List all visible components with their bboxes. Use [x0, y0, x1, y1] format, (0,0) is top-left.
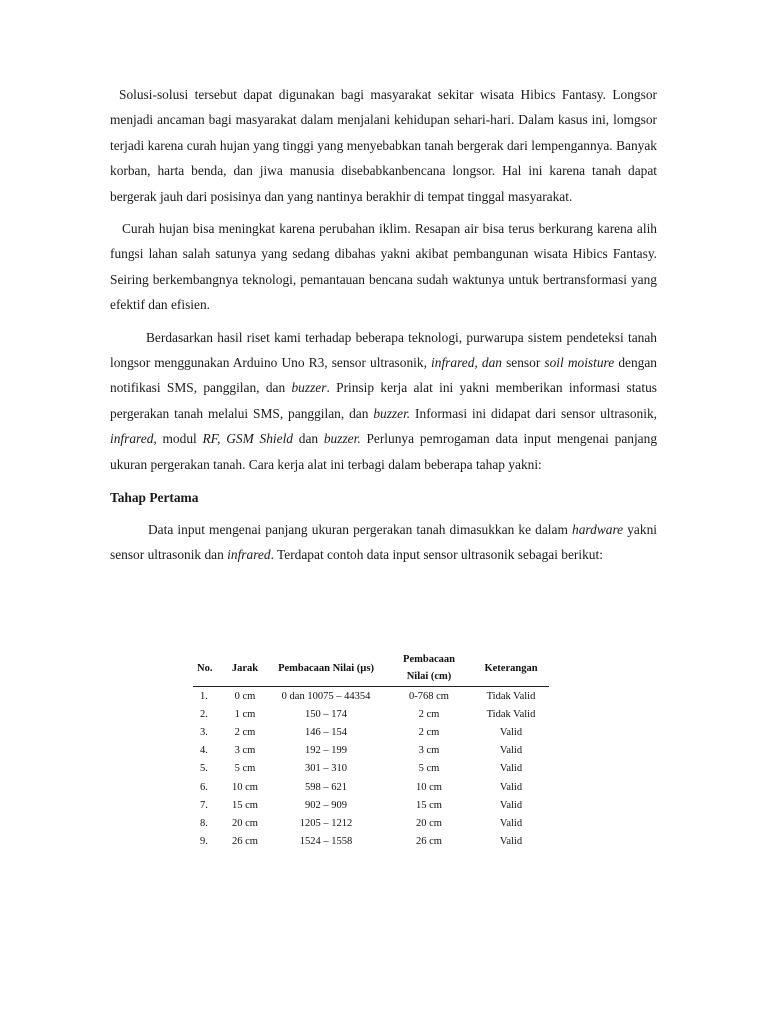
cell-jarak: 3 cm	[234, 745, 256, 757]
cell-no: 2.	[200, 708, 208, 720]
cell-keterangan: Valid	[499, 726, 523, 738]
paragraph-curah-hujan: Curah hujan bisa meningkat karena perubahan iklim. Resapan air bisa terus berkurang karena alih fungsi lahan salah satunya yang sedang dibahas yakni akibat pembangunan wisata Hibics Fantasy. Seiring berkembangnya teknologi, pemantauan bencana sudah waktunya untuk bertransformasi yang efektif dan efisien.	[110, 221, 657, 313]
sensor-data-table	[193, 650, 549, 851]
cell-keterangan: Tidak Valid	[486, 690, 536, 702]
cell-pembacaan-us: 192 – 199	[305, 745, 347, 757]
cell-jarak: 5 cm	[234, 763, 256, 775]
cell-pembacaan-cm: 15 cm	[416, 799, 442, 811]
cell-pembacaan-us: 150 – 174	[305, 708, 347, 720]
cell-jarak: 15 cm	[232, 799, 258, 811]
cell-keterangan: Valid	[499, 763, 523, 775]
cell-no: 1.	[200, 690, 208, 702]
table-row	[193, 814, 549, 832]
italic-run: infrared, dan	[431, 355, 502, 371]
italic-run: infrared	[227, 546, 271, 562]
cell-pembacaan-us: 1524 – 1558	[299, 836, 353, 848]
cell-keterangan: Tidak Valid	[486, 708, 536, 720]
text-run: Informasi ini didapat dari sensor ultrasonik,	[410, 405, 657, 421]
header-no: No.	[193, 650, 223, 687]
section-heading: Tahap Pertama	[110, 490, 199, 506]
text-run: modul	[156, 431, 203, 447]
italic-run: soil moisture	[544, 355, 615, 371]
cell-pembacaan-cm: 20 cm	[416, 817, 442, 829]
italic-run: infrared,	[110, 431, 157, 447]
cell-pembacaan-cm: 5 cm	[418, 763, 440, 775]
cell-pembacaan-us: 598 – 621	[305, 781, 347, 793]
cell-pembacaan-us: 146 – 154	[305, 726, 347, 738]
text-run: Perlunya pemrogaman data input mengenai panjang ukuran pergerakan tanah. Cara kerja alat ini terbagi dalam beberapa tahap yakni:	[110, 431, 658, 472]
cell-keterangan: Valid	[499, 799, 523, 811]
cell-pembacaan-us: 301 – 310	[305, 763, 347, 775]
header-pembacaan-us: Pembacaan Nilai (µs)	[267, 650, 385, 687]
header-keterangan: Keterangan	[473, 650, 549, 687]
cell-jarak: 26 cm	[232, 836, 258, 848]
text-run: Data input mengenai panjang ukuran pergerakan tanah dimasukkan ke dalam	[148, 521, 573, 537]
cell-pembacaan-cm: 0-768 cm	[409, 690, 449, 702]
cell-pembacaan-us: 0 dan 10075 – 44354	[281, 690, 371, 702]
cell-no: 6.	[200, 781, 208, 793]
paragraph-data-input	[110, 517, 657, 568]
cell-keterangan: Valid	[499, 781, 523, 793]
cell-pembacaan-cm: 10 cm	[416, 781, 442, 793]
cell-keterangan: Valid	[499, 836, 523, 848]
cell-keterangan: Valid	[499, 745, 523, 757]
paragraph-solusi: Solusi-solusi tersebut dapat digunakan bagi masyarakat sekitar wisata Hibics Fantasy. Longsor menjadi ancaman bagi masyarakat dalam menjalani kehidupan sehari-hari. Dalam kasus ini, lomgsor terjadi karena curah hujan yang tinggi yang menyebabkan tanah bergerak dari lempengannya. Banyak korban, harta benda, dan jiwa manusia disebabkanbencana longsor. Hal ini karena tanah dapat bergerak jauh dari posisinya dan yang nantinya berakhir di tempat tinggal masyarakat.	[110, 87, 657, 204]
cell-no: 4.	[200, 745, 208, 757]
table-row	[193, 742, 549, 760]
table-row	[193, 796, 549, 814]
sensor-data-table-image	[193, 650, 549, 852]
text-run: . Prinsip kerja alat ini yakni memberikan informasi status pergerakan tanah melalui SMS, panggilan, dan	[110, 380, 657, 421]
cell-pembacaan-cm: 2 cm	[418, 708, 440, 720]
header-line: Pembacaan	[403, 654, 455, 665]
cell-pembacaan-cm: 2 cm	[418, 726, 440, 738]
italic-run: hardware	[572, 521, 624, 537]
cell-jarak: 10 cm	[232, 781, 258, 793]
italic-run: buzzer.	[373, 405, 411, 421]
table-header-row	[193, 650, 549, 687]
cell-jarak: 0 cm	[234, 690, 256, 702]
table-row	[193, 760, 549, 778]
cell-no: 7.	[200, 799, 208, 811]
table-row	[193, 833, 549, 851]
table-row	[193, 687, 549, 706]
italic-run: buzzer.	[323, 431, 361, 447]
cell-pembacaan-cm: 26 cm	[416, 836, 442, 848]
cell-jarak: 20 cm	[232, 817, 258, 829]
table-row	[193, 723, 549, 741]
document-body	[110, 82, 657, 567]
header-jarak: Jarak	[223, 650, 267, 687]
cell-jarak: 2 cm	[234, 726, 256, 738]
cell-pembacaan-us: 1205 – 1212	[299, 817, 353, 829]
text-run: yakni sensor ultrasonik dan	[110, 521, 657, 562]
italic-run: buzzer	[291, 380, 327, 396]
cell-no: 3.	[200, 726, 208, 738]
table-row	[193, 705, 549, 723]
italic-run: RF, GSM Shield	[202, 431, 293, 447]
cell-pembacaan-cm: 3 cm	[418, 745, 440, 757]
cell-jarak: 1 cm	[234, 708, 256, 720]
header-pembacaan-cm	[385, 650, 473, 687]
cell-no: 9.	[200, 836, 208, 848]
cell-no: 5.	[200, 763, 208, 775]
text-run: sensor	[501, 355, 545, 371]
cell-no: 8.	[200, 817, 208, 829]
text-run: dan	[293, 431, 324, 447]
text-run: dengan notifikasi SMS, panggilan, dan	[110, 355, 657, 396]
paragraph-berdasarkan	[110, 325, 657, 477]
cell-pembacaan-us: 902 – 909	[305, 799, 347, 811]
table-row	[193, 778, 549, 796]
header-line: Nilai (cm)	[406, 671, 452, 682]
text-run: . Terdapat contoh data input sensor ultrasonik sebagai berikut:	[270, 546, 603, 562]
cell-keterangan: Valid	[499, 817, 523, 829]
text-run: Berdasarkan hasil riset kami terhadap beberapa teknologi, purwarupa sistem pendeteksi tanah longsor menggunakan Arduino Uno R3, sensor ultrasonik,	[110, 329, 657, 371]
